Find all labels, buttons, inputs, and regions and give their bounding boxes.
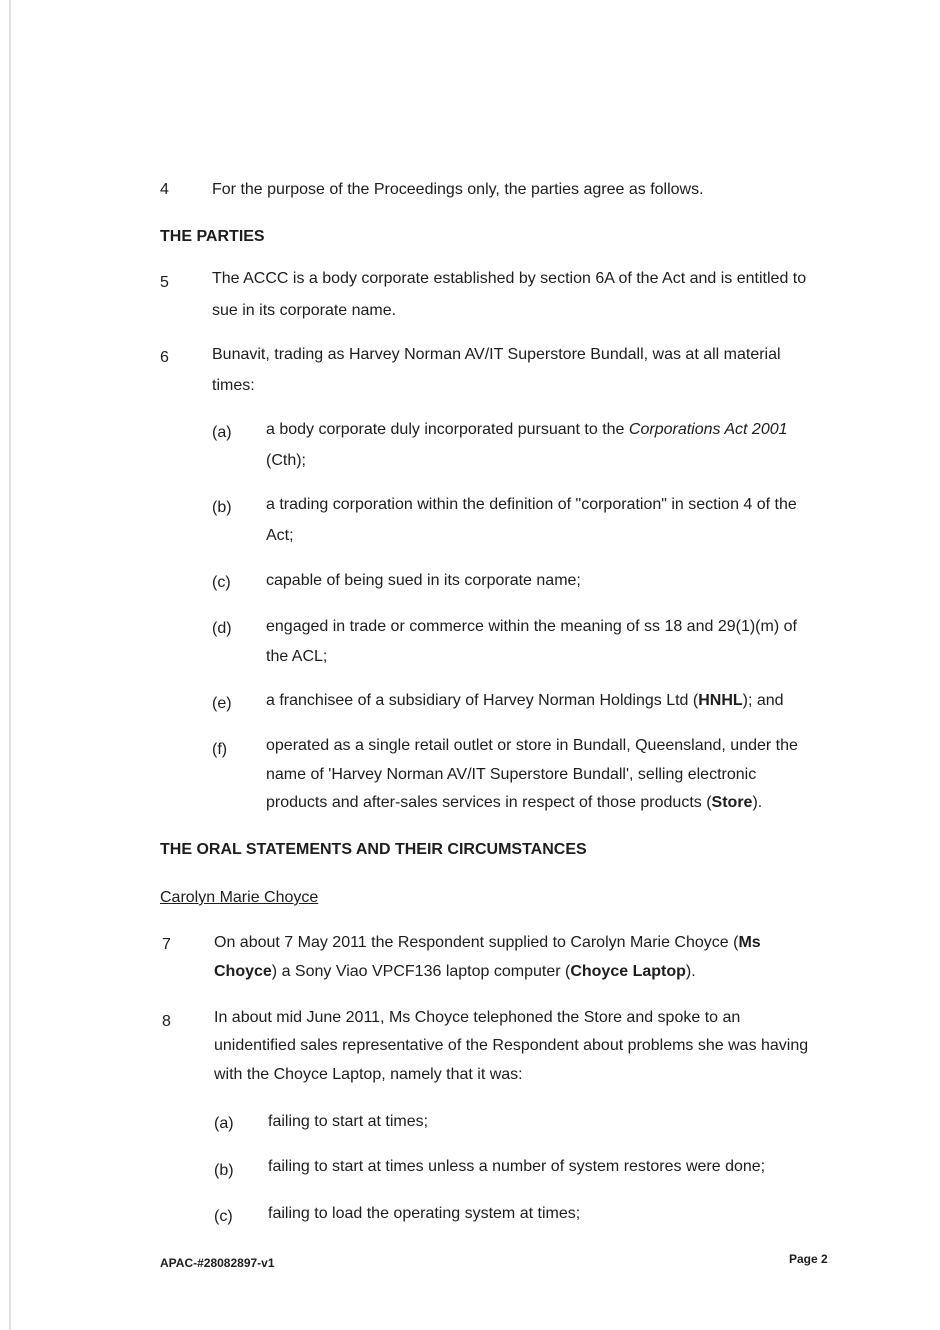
subparagraph-text: Act; <box>266 527 294 544</box>
subparagraph-label: (d) <box>212 620 232 637</box>
subparagraph-text: the ACL; <box>266 648 328 665</box>
text-run: a franchisee of a subsidiary of Harvey Norman Holdings Ltd ( <box>266 692 699 709</box>
paragraph-text: For the purpose of the Proceedings only, the parties agree as follows. <box>212 181 704 198</box>
section-heading-parties: THE PARTIES <box>160 228 265 245</box>
subparagraph-text <box>266 788 762 817</box>
subparagraph-label: (a) <box>214 1115 234 1132</box>
subparagraph-label: (b) <box>214 1162 234 1179</box>
subparagraph-text: failing to start at times unless a number of system restores were done; <box>268 1158 766 1175</box>
paragraph-text: with the Choyce Laptop, namely that it was: <box>214 1066 523 1083</box>
paragraph-number: 5 <box>160 274 169 291</box>
subparagraph-text: capable of being sued in its corporate name; <box>266 572 581 589</box>
subparagraph-text: failing to load the operating system at times; <box>268 1205 581 1222</box>
subparagraph-label: (c) <box>214 1208 233 1225</box>
act-title: Corporations Act 2001 <box>628 421 788 438</box>
subparagraph-label: (e) <box>212 695 232 712</box>
paragraph-text <box>214 957 696 986</box>
defined-term: Ms <box>738 934 761 951</box>
subparagraph-text <box>266 415 788 444</box>
subheading-choyce: Carolyn Marie Choyce <box>160 889 319 906</box>
paragraph-text: Bunavit, trading as Harvey Norman AV/IT Superstore Bundall, was at all material <box>212 346 781 363</box>
subparagraph-text: name of 'Harvey Norman AV/IT Superstore Bundall', selling electronic <box>266 766 757 783</box>
defined-term: Store <box>711 794 753 811</box>
section-heading-oral-statements: THE ORAL STATEMENTS AND THEIR CIRCUMSTANCES <box>160 841 587 858</box>
text-run: ). <box>685 963 696 980</box>
text-run: products and after-sales services in respect of those products ( <box>266 794 712 811</box>
subparagraph-text: engaged in trade or commerce within the meaning of ss 18 and 29(1)(m) of <box>266 618 797 635</box>
subparagraph-label: (f) <box>212 741 228 758</box>
defined-term: Choyce <box>214 963 272 980</box>
paragraph-text: The ACCC is a body corporate established by section 6A of the Act and is entitled to <box>212 270 807 287</box>
subparagraph-label: (b) <box>212 499 232 516</box>
defined-term: HNHL <box>698 692 743 709</box>
subparagraph-label: (c) <box>212 574 231 591</box>
footer-page-number: Page 2 <box>789 1252 828 1266</box>
defined-term: Choyce Laptop <box>570 963 686 980</box>
text-run: a body corporate duly incorporated pursuant to the <box>266 421 629 438</box>
paragraph-text: sue in its corporate name. <box>212 302 397 319</box>
subparagraph-text <box>266 686 784 715</box>
text-run: ). <box>752 794 763 811</box>
paragraph-text: times: <box>212 377 255 394</box>
footer-document-id: APAC-#28082897-v1 <box>160 1256 275 1270</box>
text-run: On about 7 May 2011 the Respondent supplied to Carolyn Marie Choyce ( <box>214 934 739 951</box>
subparagraph-text: (Cth); <box>266 452 306 469</box>
paragraph-text: unidentified sales representative of the Respondent about problems she was having <box>214 1037 809 1054</box>
paragraph-text: In about mid June 2011, Ms Choyce telephoned the Store and spoke to an <box>214 1009 741 1026</box>
paragraph-number: 4 <box>160 181 169 198</box>
subparagraph-text: failing to start at times; <box>268 1113 429 1130</box>
subparagraph-text: a trading corporation within the definition of "corporation" in section 4 of the <box>266 496 797 513</box>
subparagraph-text: operated as a single retail outlet or store in Bundall, Queensland, under the <box>266 737 798 754</box>
paragraph-number: 6 <box>160 349 169 366</box>
paragraph-number: 7 <box>162 936 171 953</box>
subparagraph-label: (a) <box>212 424 232 441</box>
paragraph-text <box>214 928 761 957</box>
paragraph-number: 8 <box>162 1013 171 1030</box>
text-run: ); and <box>742 692 784 709</box>
text-run: ) a Sony Viao VPCF136 laptop computer ( <box>271 963 571 980</box>
